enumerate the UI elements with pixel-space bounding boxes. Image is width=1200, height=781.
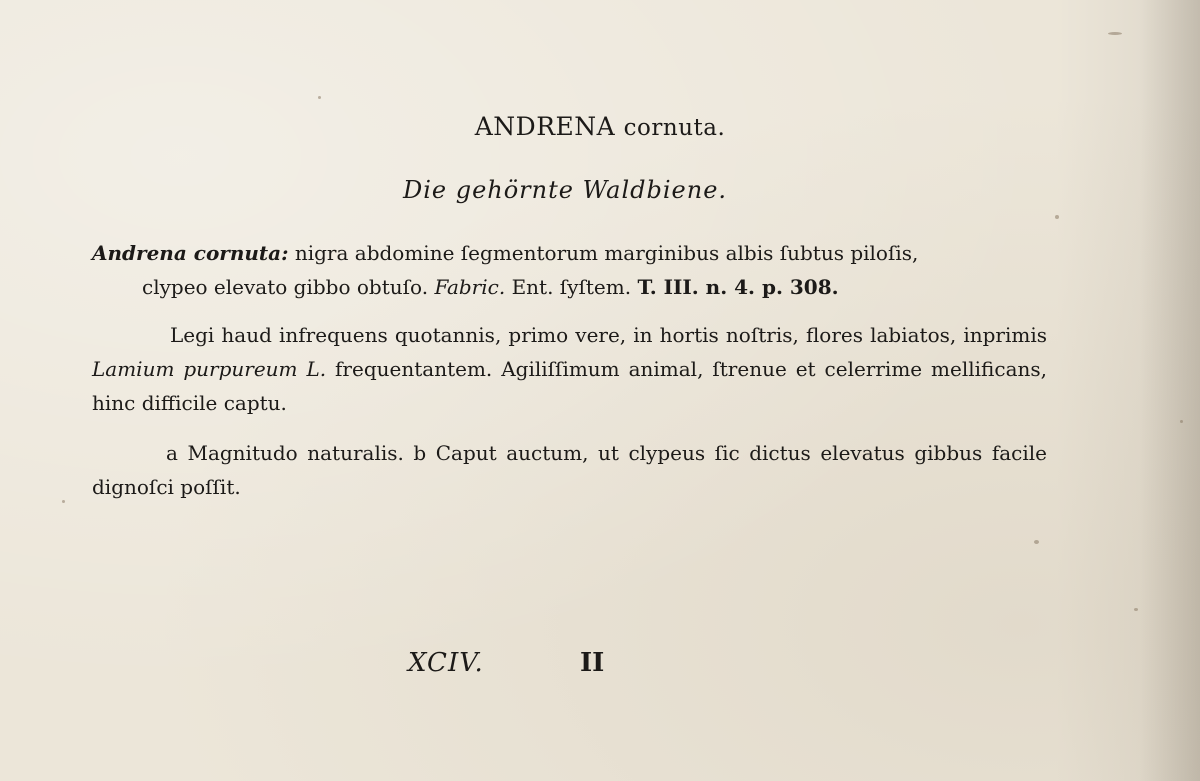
description-line2	[92, 270, 1047, 304]
paper-speck	[318, 96, 321, 99]
observation-species: Lamium purpureum L.	[92, 357, 327, 381]
printed-plate-number: II	[580, 648, 605, 678]
paper-speck	[62, 500, 65, 503]
paper-speck	[1055, 215, 1059, 219]
paper-speck	[1180, 420, 1183, 423]
observation-after: frequentantem. Agiliſſimum animal, ſtrenue et celerrime mellificans, hinc difficile captu.	[92, 357, 1048, 415]
page-title	[0, 112, 1200, 141]
paper-speck	[1108, 32, 1122, 35]
observation-before: Legi haud infrequens quotannis, primo vere, in hortis noſtris, flores labiatos, inprimis	[170, 323, 1047, 347]
description-line2-text: clypeo elevato gibbo obtuſo.	[142, 275, 429, 299]
species-name: Andrena cornuta:	[92, 241, 289, 265]
handwritten-plate-number: XCIV.	[408, 648, 484, 678]
figure-legend: a Magnitudo naturalis. b Caput auctum, ut clypeus ſic dictus elevatus gibbus facile dignoſci poſſit.	[92, 441, 1047, 499]
paper-speck	[1134, 608, 1138, 611]
observation-paragraph	[92, 318, 1047, 420]
volume-reference: T. III. n. 4. p. 308.	[637, 275, 839, 299]
description-line1: nigra abdomine ſegmentorum marginibus albis ſubtus piloſis,	[294, 241, 919, 265]
page-subtitle: Die gehörnte Waldbiene.	[402, 176, 728, 204]
title-species: cornuta.	[623, 115, 726, 141]
species-description	[92, 236, 1047, 304]
paper-speck	[1034, 540, 1039, 544]
title-genus: ANDRENA	[474, 112, 616, 141]
fabric-citation: Fabric.	[434, 275, 506, 299]
ent-system: Ent. ſyſtem.	[511, 275, 632, 299]
plate-number	[408, 648, 605, 678]
